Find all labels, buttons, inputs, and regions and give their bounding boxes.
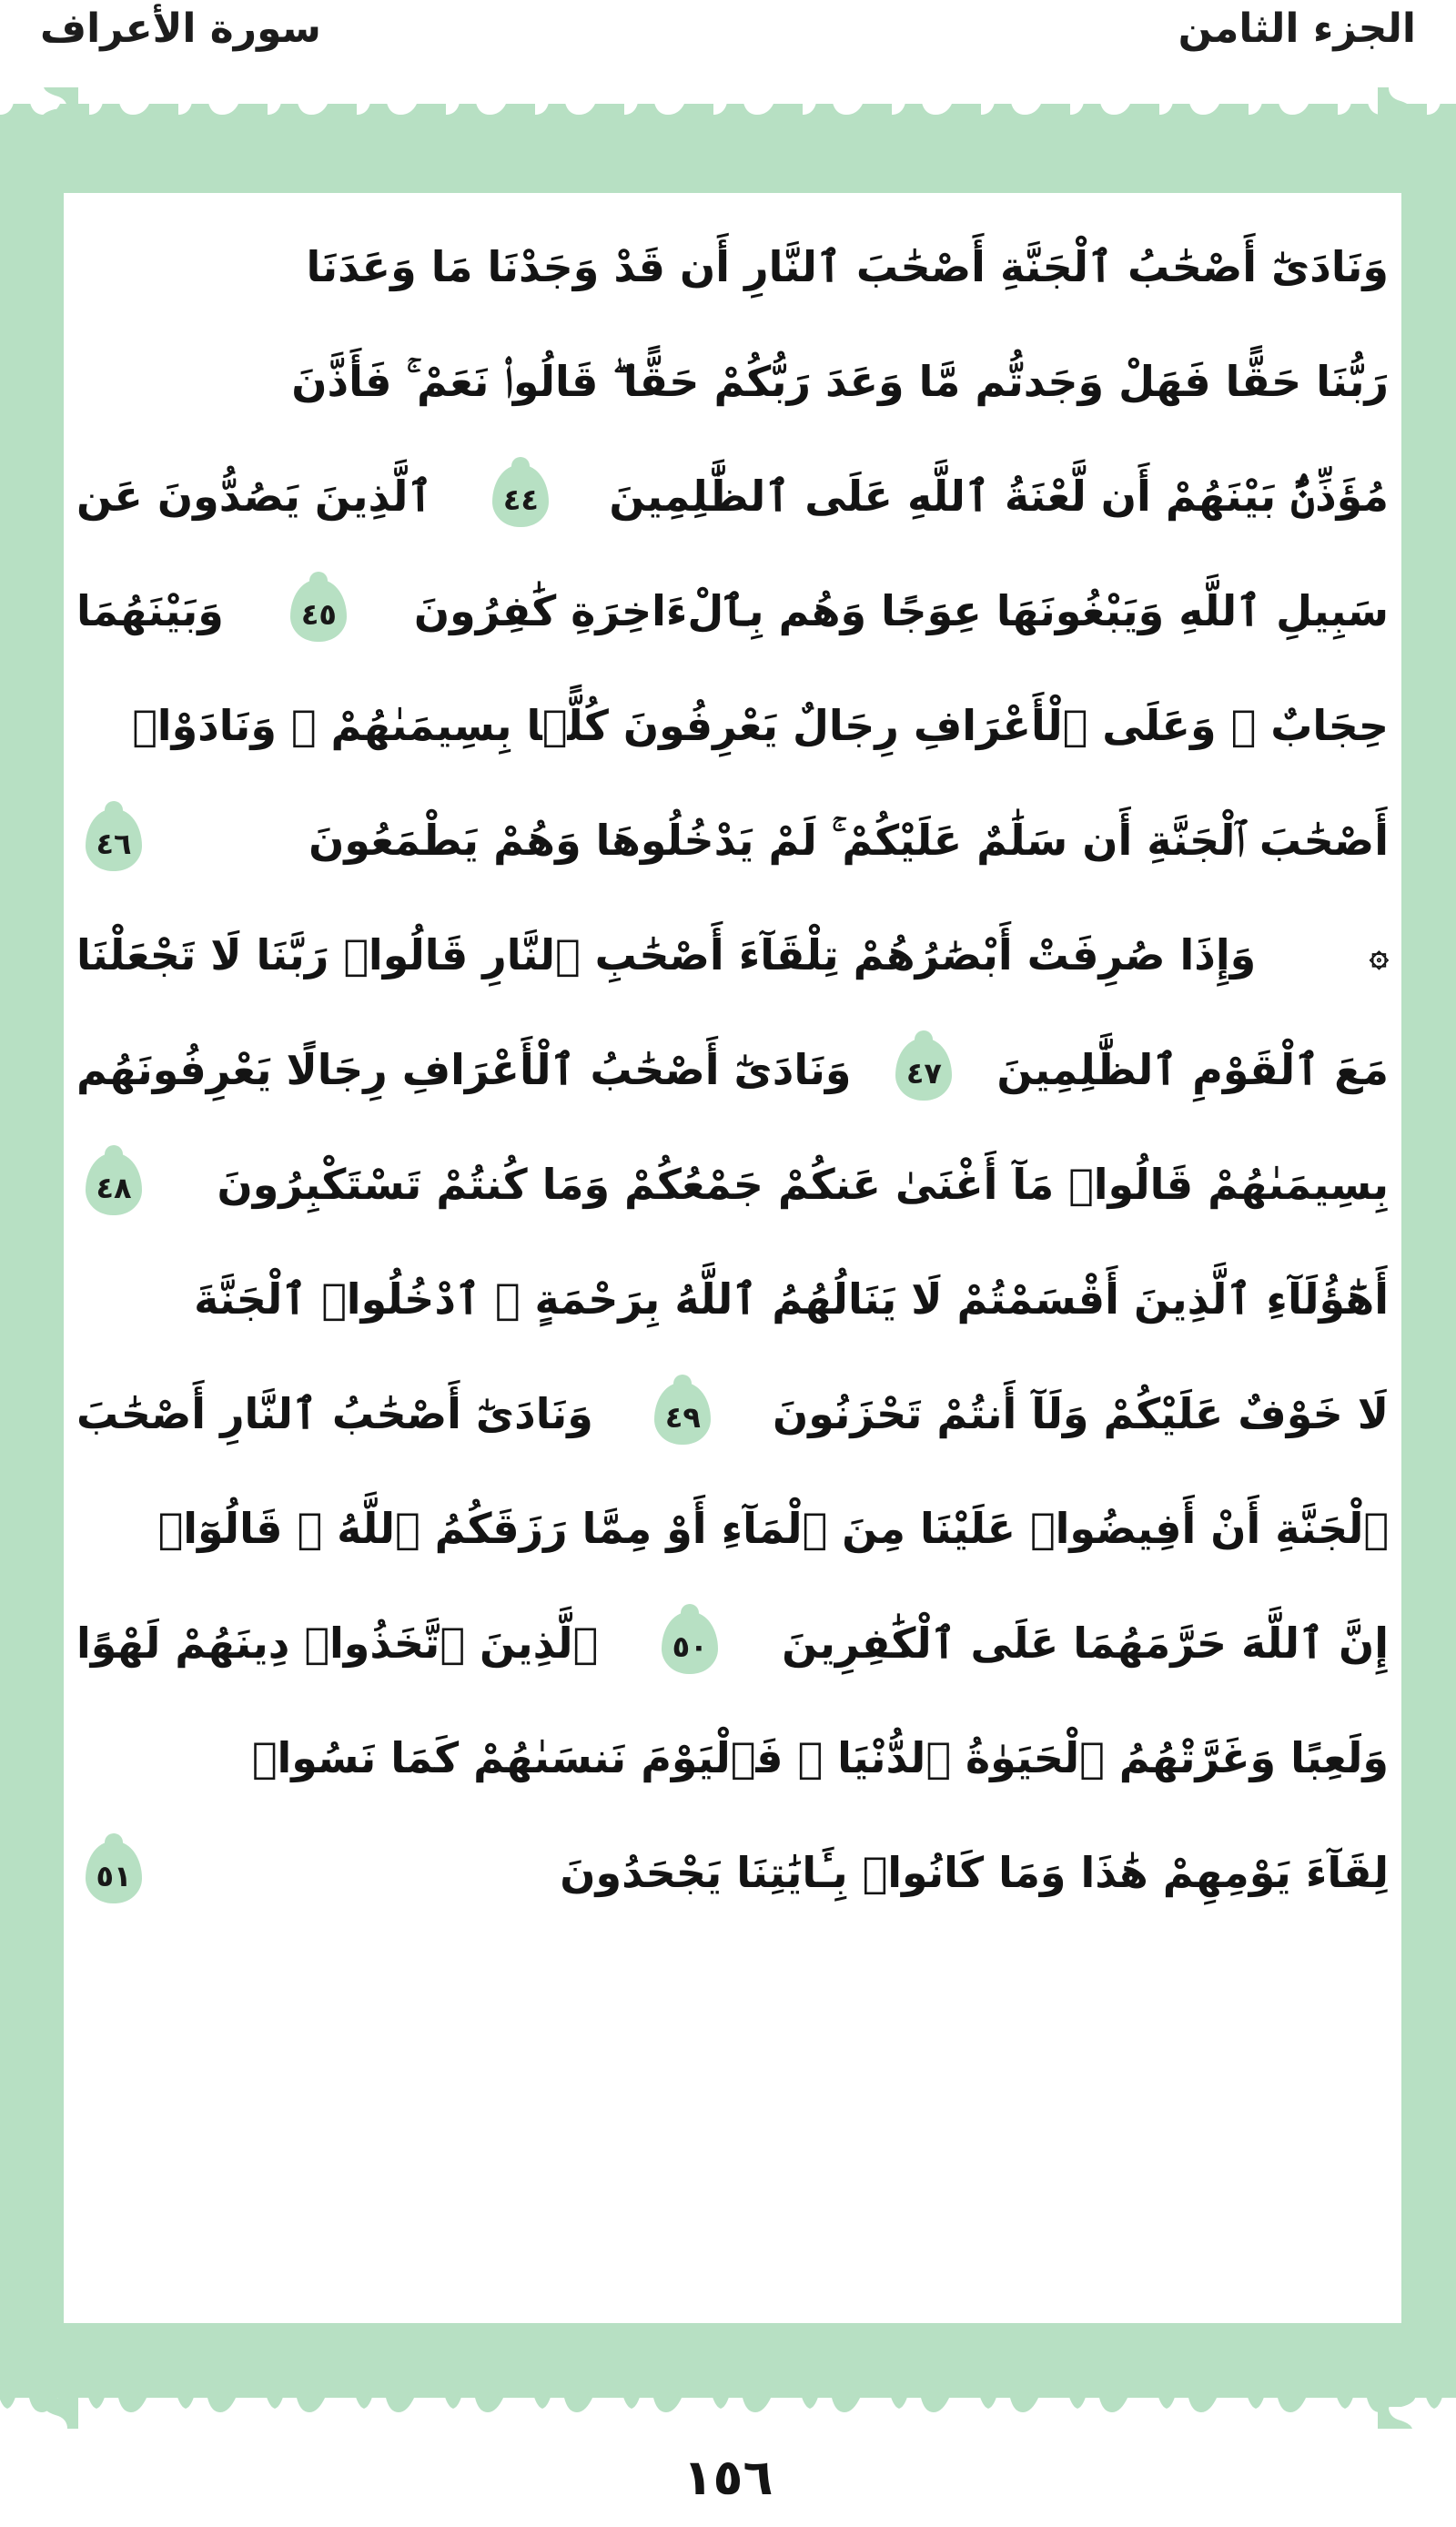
quran-line bbox=[76, 1242, 1389, 1356]
quran-line bbox=[76, 1012, 1389, 1127]
quran-text-segment: مُؤَذِّنٌۢ بَيْنَهُمْ أَن لَّعْنَةُ ٱللَّهِ عَلَى ٱلظَّٰلِمِينَ bbox=[609, 472, 1389, 521]
quran-text-panel bbox=[64, 193, 1401, 2323]
page-header bbox=[0, 0, 1456, 82]
quran-line bbox=[76, 1471, 1389, 1586]
quran-line bbox=[76, 1586, 1389, 1700]
quran-line bbox=[76, 1356, 1389, 1471]
quran-text-segment: ٱلَّذِينَ يَصُدُّونَ عَن bbox=[76, 472, 433, 521]
ayah-number-marker[interactable] bbox=[654, 1383, 711, 1445]
quran-text-segment: وَنَادَىٰٓ أَصْحَٰبُ ٱلْأَعْرَافِ رِجَالًا يَعْرِفُونَهُم bbox=[76, 1045, 852, 1094]
ayah-number-marker[interactable] bbox=[290, 580, 347, 642]
quran-text-segment: رَبُّنَا حَقًّا فَهَلْ وَجَدتُّم مَّا وَعَدَ رَبُّكُمْ حَقًّا ۖ قَالُوا۟ نَعَمْ ۚ فَأَذَّنَ bbox=[291, 357, 1389, 406]
quran-text-segment: مَعَ ٱلْقَوْمِ ٱلظَّٰلِمِينَ bbox=[996, 1045, 1389, 1094]
quran-text-segment: ٱلَّذِينَ ٱتَّخَذُوا۟ دِينَهُمْ لَهْوًا bbox=[76, 1619, 599, 1668]
quran-line bbox=[76, 324, 1389, 439]
scallop-bottom-edge bbox=[0, 2372, 1456, 2412]
ayah-number-marker[interactable] bbox=[492, 465, 549, 527]
quran-text-segment: حِجَابٌ ۚ وَعَلَى ٱلْأَعْرَافِ رِجَالٌ يَعْرِفُونَ كُلًّۢا بِسِيمَىٰهُمْ ۚ وَنَادَوْا۟ bbox=[132, 701, 1389, 750]
ayah-number-text: ٥١ bbox=[96, 1859, 132, 1893]
ayah-number-text: ٤٧ bbox=[905, 1056, 942, 1091]
ayah-number-text: ٤٦ bbox=[96, 827, 132, 861]
quran-text-segment: ٱلْجَنَّةِ أَنْ أَفِيضُوا۟ عَلَيْنَا مِنَ ٱلْمَآءِ أَوْ مِمَّا رَزَقَكُمُ ٱللَّهُ ۚ قَالُوٓا۟ bbox=[157, 1504, 1389, 1553]
quran-line bbox=[76, 1700, 1389, 1815]
ayah-number-text: ٤٨ bbox=[96, 1171, 132, 1205]
page-number: ١٥٦ bbox=[682, 2449, 774, 2506]
quran-text-segment: أَهَٰٓؤُلَآءِ ٱلَّذِينَ أَقْسَمْتُمْ لَا يَنَالُهُمُ ٱللَّهُ بِرَحْمَةٍ ۚ ٱدْخُلُوا۟ ٱلْجَنَّةَ bbox=[194, 1274, 1389, 1324]
quran-text-segment: سَبِيلِ ٱللَّهِ وَيَبْغُونَهَا عِوَجًا وَهُم بِٱلْءَاخِرَةِ كَٰفِرُونَ bbox=[413, 586, 1389, 635]
quran-text-segment: لِقَآءَ يَوْمِهِمْ هَٰذَا وَمَا كَانُوا۟ بِـَٔايَٰتِنَا يَجْحَدُونَ bbox=[560, 1848, 1389, 1897]
quran-line bbox=[76, 668, 1389, 783]
ayah-number-marker[interactable] bbox=[662, 1612, 718, 1674]
ayah-number-marker[interactable] bbox=[895, 1039, 952, 1101]
quran-line bbox=[76, 783, 1389, 898]
quran-text-segment: وَنَادَىٰٓ أَصْحَٰبُ ٱلْجَنَّةِ أَصْحَٰبَ ٱلنَّارِ أَن قَدْ وَجَدْنَا مَا وَعَدَنَا bbox=[306, 242, 1389, 291]
quran-text-segment: وَبَيْنَهُمَا bbox=[76, 586, 224, 635]
quran-text-segment: لَا خَوْفٌ عَلَيْكُمْ وَلَآ أَنتُمْ تَحْزَنُونَ bbox=[773, 1389, 1389, 1438]
ayah-number-marker[interactable] bbox=[86, 1153, 142, 1215]
quran-text-segment: وَلَعِبًا وَغَرَّتْهُمُ ٱلْحَيَوٰةُ ٱلدُّنْيَا ۚ فَٱلْيَوْمَ نَنسَىٰهُمْ كَمَا نَسُوا۟ bbox=[251, 1733, 1389, 1782]
quran-text-segment: وَإِذَا صُرِفَتْ أَبْصَٰرُهُمْ تِلْقَآءَ أَصْحَٰبِ ٱلنَّارِ قَالُوا۟ رَبَّنَا لَا تَجْعَلْنَا bbox=[76, 930, 1257, 979]
ruku-marker-icon: ۞ bbox=[1369, 936, 1389, 974]
quran-lines bbox=[64, 209, 1401, 1930]
ayah-number-marker[interactable] bbox=[86, 809, 142, 871]
juz-label: الجزء الثامن bbox=[1178, 5, 1416, 52]
ayah-number-text: ٤٩ bbox=[664, 1400, 701, 1435]
scallop-top-edge bbox=[0, 104, 1456, 144]
ayah-number-text: ٤٤ bbox=[502, 482, 539, 517]
quran-line bbox=[76, 553, 1389, 668]
surah-label: سورة الأعراف bbox=[40, 5, 321, 52]
ayah-number-text: ٥٠ bbox=[672, 1629, 708, 1664]
quran-line bbox=[76, 439, 1389, 553]
quran-line bbox=[76, 1127, 1389, 1242]
quran-line bbox=[76, 1815, 1389, 1930]
ayah-number-marker[interactable] bbox=[86, 1842, 142, 1903]
quran-line bbox=[76, 209, 1389, 324]
quran-text-segment: إِنَّ ٱللَّهَ حَرَّمَهُمَا عَلَى ٱلْكَٰفِرِينَ bbox=[782, 1619, 1389, 1668]
quran-line bbox=[76, 898, 1389, 1012]
quran-text-segment: وَنَادَىٰٓ أَصْحَٰبُ ٱلنَّارِ أَصْحَٰبَ bbox=[76, 1389, 593, 1438]
quran-text-segment: بِسِيمَىٰهُمْ قَالُوا۟ مَآ أَغْنَىٰ عَنكُمْ جَمْعُكُمْ وَمَا كُنتُمْ تَسْتَكْبِرُونَ bbox=[217, 1160, 1389, 1209]
ayah-number-text: ٤٥ bbox=[300, 597, 337, 632]
quran-text-segment: أَصْحَٰبَ ٱلْجَنَّةِ أَن سَلَٰمٌ عَلَيْكُمْ ۚ لَمْ يَدْخُلُوهَا وَهُمْ يَطْمَعُونَ bbox=[308, 816, 1389, 865]
